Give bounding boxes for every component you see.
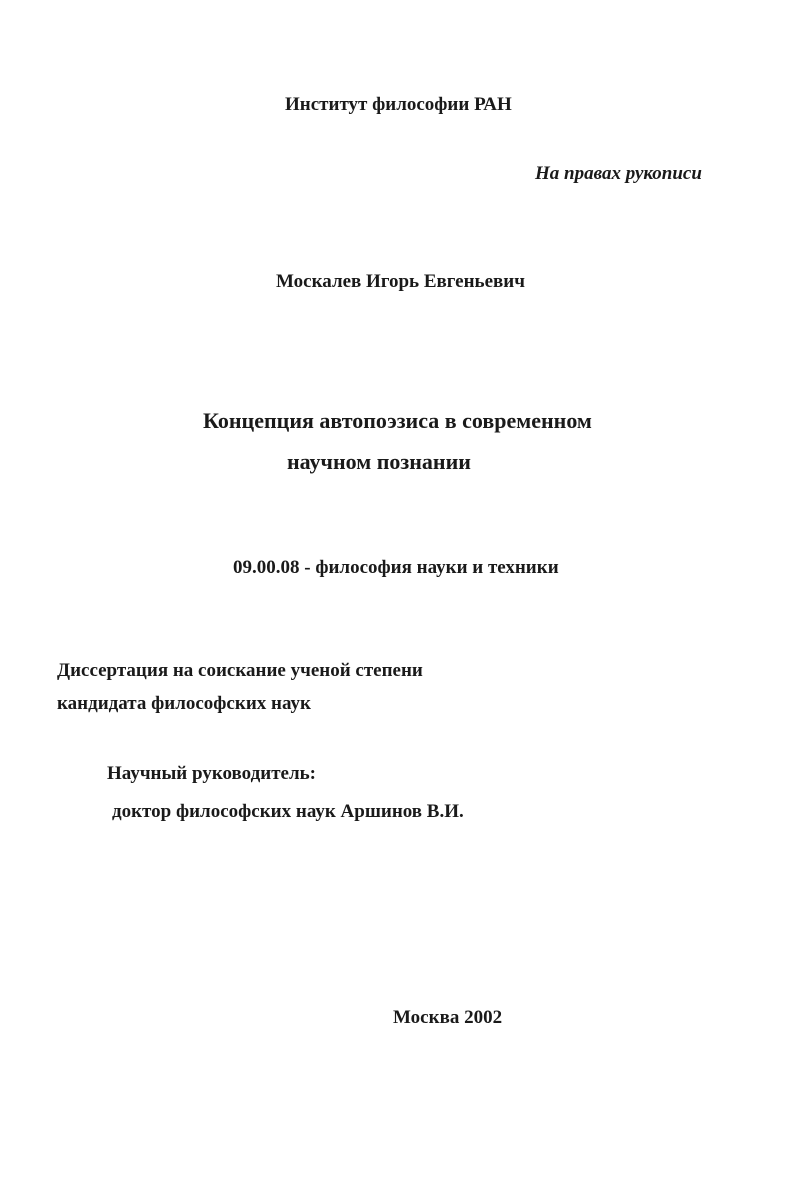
author-name: Москалев Игорь Евгеньевич [276, 271, 525, 292]
manuscript-note: На правах рукописи [535, 163, 702, 184]
place-year: Москва 2002 [393, 1007, 503, 1028]
dissertation-title-line2: научном познании [287, 449, 471, 474]
specialty-code: 09.00.08 - философия науки и техники [233, 557, 559, 578]
dissertation-title-line1: Концепция автопоэзиса в современном [203, 408, 592, 433]
supervisor-name: доктор философских наук Аршинов В.И. [112, 801, 464, 822]
degree-line2: кандидата философских наук [57, 693, 311, 714]
supervisor-label: Научный руководитель: [107, 763, 316, 784]
institute-name: Институт философии РАН [285, 94, 512, 115]
degree-line1: Диссертация на соискание ученой степени [57, 660, 423, 681]
